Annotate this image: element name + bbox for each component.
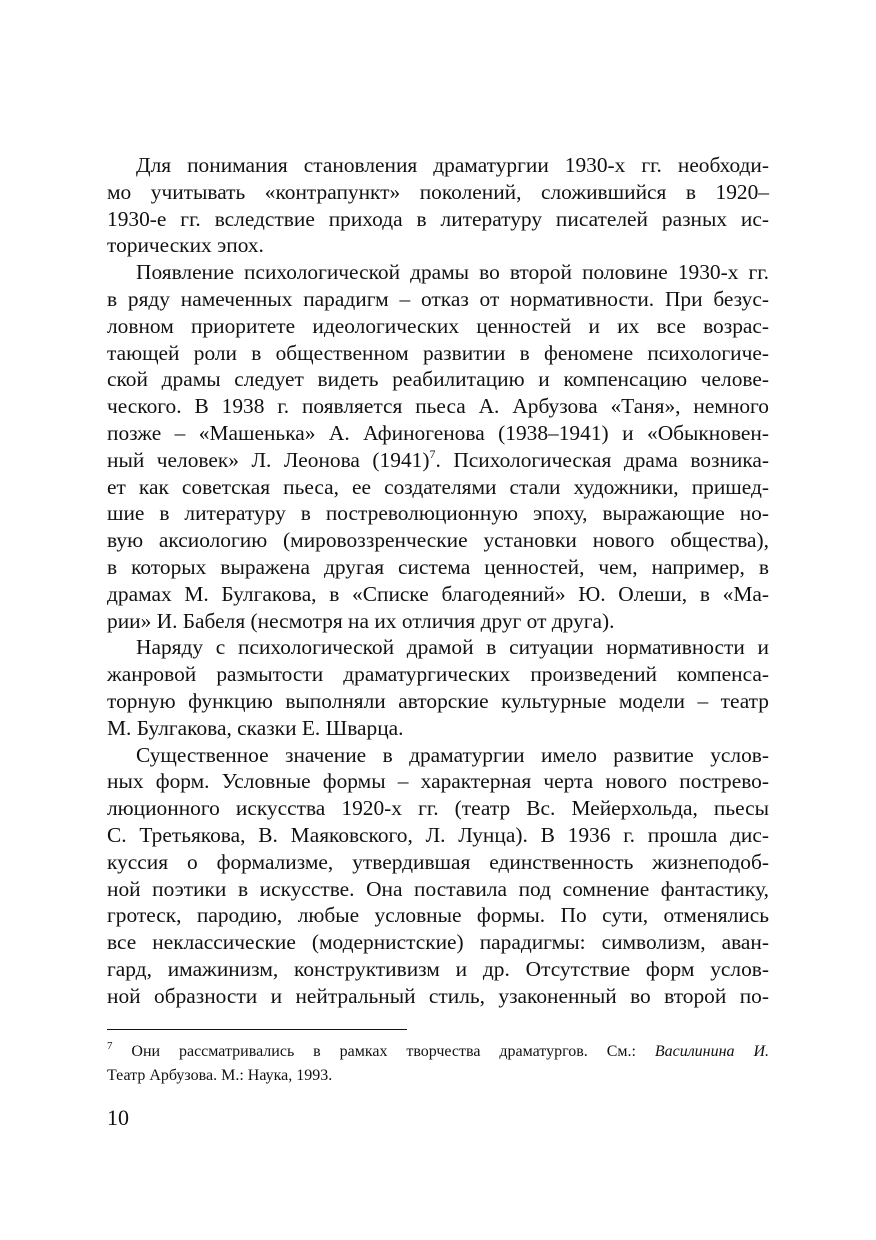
text-segment: . Психологическая драма возника- [435, 447, 769, 472]
text-line: ной поэтики в искусстве. Она поставила под сомнение фантастику, [107, 876, 769, 901]
body-text [107, 152, 769, 1010]
footnote-divider [107, 1029, 407, 1030]
text-line: С. Третьякова, В. Маяковского, Л. Лунца). В 1936 г. прошла дис- [107, 822, 769, 847]
text-line: ской драмы следует видеть реабилитацию и компенсацию челове- [107, 367, 769, 392]
footnote-reference: 7 [429, 446, 436, 461]
text-line: драмах М. Булгакова, в «Списке благодеяний» Ю. Олеши, в «Ма- [107, 581, 769, 606]
text-line: тающей роли в общественном развитии в феномене психологиче- [107, 340, 769, 365]
text-line: ной образности и нейтральный стиль, узаконенный во второй по- [107, 983, 769, 1008]
text-line: торную функцию выполняли авторские культурные модели – театр [107, 688, 769, 713]
text-line: гард, имажинизм, конструктивизм и др. Отсутствие форм услов- [107, 956, 769, 981]
text-line: мо учитывать «контрапункт» поколений, сложившийся в 1920– [107, 179, 769, 204]
text-segment: ный человек» Л. Леонова (1941) [107, 447, 430, 472]
text-line: Для понимания становления драматургии 1930-х гг. необходи- [136, 153, 769, 177]
footnote-marker: 7 [107, 1040, 113, 1052]
text-line: 1930-е гг. вследствие прихода в литературу писателей разных ис- [107, 206, 769, 231]
footnote-line [107, 1040, 769, 1064]
footnote [107, 1040, 769, 1088]
page-number: 10 [107, 1105, 129, 1130]
text-line: в ряду намеченных парадигм – отказ от нормативности. При безус- [107, 286, 769, 311]
text-line: шие в литературу в постреволюционную эпоху, выражающие но- [107, 501, 769, 526]
text-line: все неклассические (модернистские) парадигмы: символизм, аван- [107, 930, 769, 955]
text-line: Появление психологической драмы во второй половине 1930-х гг. [136, 260, 769, 285]
footnote-line: Театр Арбузова. М.: Наука, 1993. [107, 1067, 333, 1084]
text-line: в которых выражена другая система ценностей, чем, например, в [107, 554, 769, 579]
text-line: Наряду с психологической драмой в ситуации нормативности и [136, 635, 769, 660]
text-line: куссия о формализме, утвердившая единственность жизнеподоб- [107, 849, 769, 874]
footnote-text: Они рассматривались в рамках творчества драматургов. См.: [131, 1043, 655, 1060]
text-line: люционного искусства 1920-х гг. (театр Вс. Мейерхольда, пьесы [107, 796, 769, 821]
text-line: Существенное значение в драматургии имело развитие услов- [136, 742, 769, 767]
text-line: гротеск, пародию, любые условные формы. По сути, отменялись [107, 903, 769, 928]
text-line: ловном приоритете идеологических ценностей и их все возрас- [107, 313, 769, 338]
text-line: жанровой размытости драматургических произведений компенса- [107, 662, 769, 687]
text-line: ет как советская пьеса, ее создателями стали художники, пришед- [107, 474, 769, 499]
text-line: ческого. В 1938 г. появляется пьеса А. Арбузова «Таня», немного [107, 394, 769, 419]
text-line-with-footnote-ref [107, 447, 769, 474]
text-line: М. Булгакова, сказки Е. Шварца. [107, 715, 404, 740]
footnote-author: Василинина И. [654, 1043, 769, 1060]
text-line: вую аксиологию (мировоззренческие установки нового общества), [107, 528, 769, 553]
text-line: рии» И. Бабеля (несмотря на их отличия друг от друга). [107, 608, 615, 633]
text-line: позже – «Машенька» А. Афиногенова (1938–1941) и «Обыкновен- [107, 420, 769, 445]
text-line: торических эпох. [107, 233, 264, 258]
text-line: ных форм. Условные формы – характерная черта нового пострево- [107, 769, 769, 794]
